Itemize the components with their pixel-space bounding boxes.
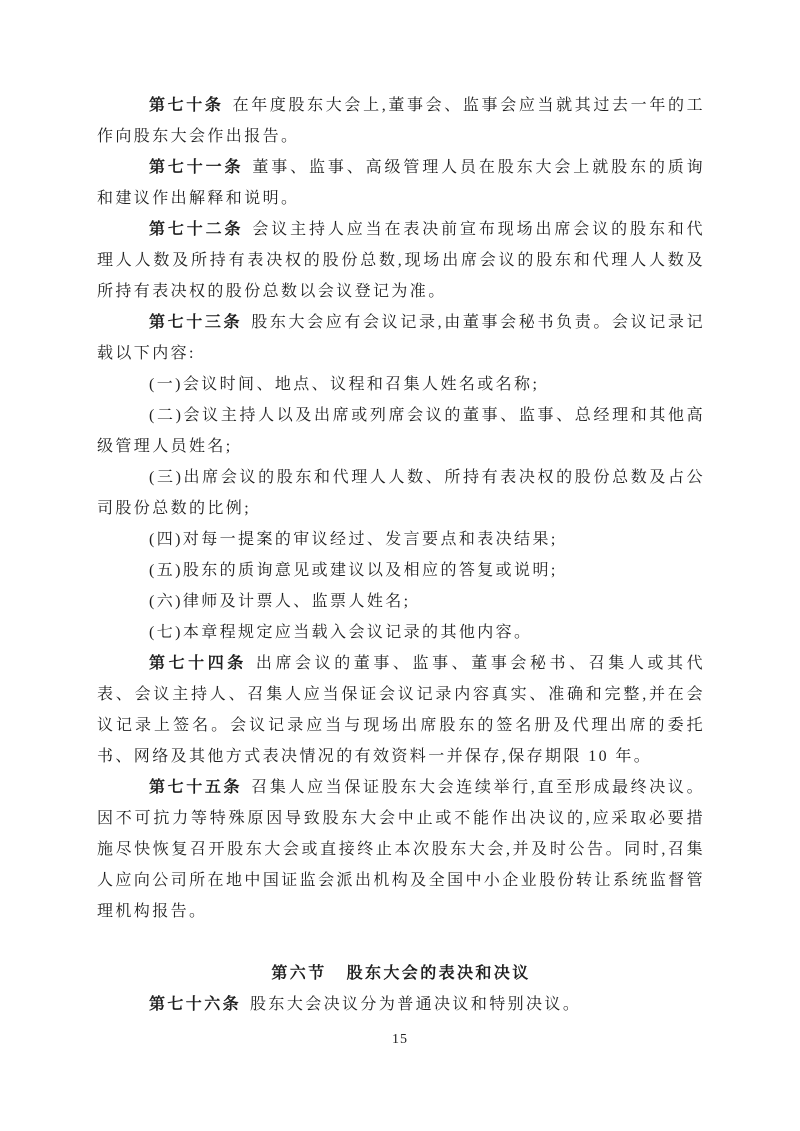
list-item-3-text: (三)出席会议的股东和代理人人数、所持有表决权的股份总数及占公司股份总数的比例; <box>97 469 705 517</box>
list-item-7 <box>97 617 705 648</box>
paragraph-article-72 <box>97 214 705 307</box>
article-75-number: 第七十五条 <box>149 779 243 796</box>
list-item-2-text: (二)会议主持人以及出席或列席会议的董事、监事、总经理和其他高级管理人员姓名; <box>97 407 705 455</box>
article-70-text: 在年度股东大会上,董事会、监事会应当就其过去一年的工作向股东大会作出报告。 <box>97 97 705 145</box>
list-item-4 <box>97 524 705 555</box>
article-71-text: 董事、监事、高级管理人员在股东大会上就股东的质询和建议作出解释和说明。 <box>97 159 705 207</box>
section-title: 股东大会的表决和决议 <box>346 965 531 982</box>
paragraph-article-70 <box>97 90 705 152</box>
list-item-6-text: (六)律师及计票人、监票人姓名; <box>149 593 411 610</box>
list-item-1 <box>97 369 705 400</box>
article-74-text: 出席会议的董事、监事、董事会秘书、召集人或其代表、会议主持人、召集人应当保证会议记录内容真实、准确和完整,并在会议记录上签名。会议记录应当与现场出席股东的签名册及代理出席的委托书、网络及其他方式表决情况的有效资料一并保存,保存期限 10 年。 <box>97 655 705 765</box>
paragraph-article-74 <box>97 648 705 772</box>
paragraph-article-76 <box>97 989 705 1020</box>
paragraph-article-71 <box>97 152 705 214</box>
article-76-number: 第七十六条 <box>149 996 242 1013</box>
list-item-5-text: (五)股东的质询意见或建议以及相应的答复或说明; <box>149 562 558 579</box>
list-item-3 <box>97 462 705 524</box>
article-71-number: 第七十一条 <box>149 159 244 176</box>
paragraph-article-73 <box>97 307 705 369</box>
list-item-7-text: (七)本章程规定应当载入会议记录的其他内容。 <box>149 624 533 641</box>
article-73-text: 股东大会应有会议记录,由董事会秘书负责。会议记录记载以下内容: <box>97 314 705 362</box>
paragraph-article-75 <box>97 772 705 927</box>
article-76-text: 股东大会决议分为普通决议和特别决议。 <box>250 996 582 1013</box>
article-72-text: 会议主持人应当在表决前宣布现场出席会议的股东和代理人人数及所持有表决权的股份总数,现场出席会议的股东和代理人人数及所持有表决权的股份总数以会议登记为准。 <box>97 221 705 300</box>
article-74-number: 第七十四条 <box>149 655 247 672</box>
article-75-text: 召集人应当保证股东大会连续举行,直至形成最终决议。因不可抗力等特殊原因导致股东大会中止或不能作出决议的,应采取必要措施尽快恢复召开股东大会或直接终止本次股东大会,并及时公告。同时,召集人应向公司所在地中国证监会派出机构及全国中小企业股份转让系统监督管理机构报告。 <box>97 779 705 920</box>
page-number: 15 <box>392 1032 408 1047</box>
list-item-5 <box>97 555 705 586</box>
list-item-1-text: (一)会议时间、地点、议程和召集人姓名或名称; <box>149 376 540 393</box>
article-73-number: 第七十三条 <box>149 314 243 331</box>
section-number: 第六节 <box>271 965 327 982</box>
list-item-2 <box>97 400 705 462</box>
document-body <box>97 90 705 1020</box>
article-72-number: 第七十二条 <box>149 221 244 238</box>
article-70-number: 第七十条 <box>149 97 224 114</box>
section-heading <box>97 958 705 989</box>
list-item-4-text: (四)对每一提案的审议经过、发言要点和表决结果; <box>149 531 558 548</box>
list-item-6 <box>97 586 705 617</box>
